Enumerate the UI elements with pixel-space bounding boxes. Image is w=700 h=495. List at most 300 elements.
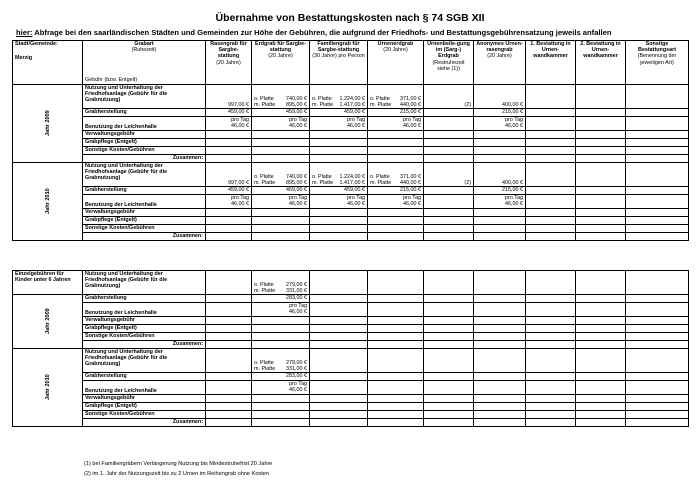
kids-year-2009-label: Jahr 2009 <box>44 308 51 335</box>
fam-o-label: o. Platte <box>312 173 332 180</box>
kids-row-zusammen <box>13 341 689 349</box>
beil-note: (2) <box>464 101 471 108</box>
kids-erd-nutzung <box>252 271 310 295</box>
urne-m-value: 440,00 € <box>400 179 421 186</box>
row-label-zusammen: Zusammen: <box>83 155 206 163</box>
kids-year-2010-label: Jahr 2010 <box>44 374 51 401</box>
empty-cell <box>474 139 526 147</box>
row-grabherstellung <box>13 109 689 117</box>
empty-cell <box>368 147 424 155</box>
kids-erd-o-label: o. Platte <box>254 281 274 288</box>
empty-cell <box>474 233 526 241</box>
urne-herst <box>368 187 424 195</box>
subtitle-text: Abfrage bei den saarländischen Städten und Gemeinden zur Höhe der Gebühren, die aufgrund der Friedhofs- und Bestattungsgebührensatzung jeweils anfallen <box>32 28 612 37</box>
empty-cell <box>626 403 689 411</box>
empty-cell <box>206 349 252 373</box>
empty-cell <box>626 373 689 381</box>
empty-cell <box>576 317 626 325</box>
empty-cell <box>368 419 424 427</box>
kids-row-grabherstellung <box>13 373 689 381</box>
empty-cell <box>626 325 689 333</box>
empty-cell <box>310 403 368 411</box>
fam-halle <box>310 195 368 209</box>
kids-row-leichenhalle <box>13 303 689 317</box>
empty-cell <box>310 411 368 419</box>
empty-cell <box>526 395 576 403</box>
empty-cell <box>206 131 252 139</box>
fam-nutzung <box>310 85 368 109</box>
city-label: Stadt/Gemeinde: <box>15 41 58 47</box>
empty-cell <box>626 195 689 209</box>
anon-halle-amount: 46,00 € <box>505 201 523 208</box>
kids-herst-value: 283,00 € <box>286 373 307 379</box>
empty-cell <box>310 131 368 139</box>
row-label-sonstige: Sonstige Kosten/Gebühren <box>83 147 206 155</box>
empty-cell <box>474 341 526 349</box>
empty-cell <box>526 225 576 233</box>
empty-cell <box>424 373 474 381</box>
empty-cell <box>576 271 626 295</box>
urne-nutzung <box>368 163 424 187</box>
anon-herst-value: 215,00 € <box>502 109 523 115</box>
rasen-nutzung-value: 997,00 € <box>228 101 249 108</box>
empty-cell <box>252 403 310 411</box>
urne-o-value: 371,00 € <box>400 95 421 102</box>
empty-cell <box>424 349 474 373</box>
kids-erd-m-value: 331,00 € <box>286 287 307 294</box>
empty-cell <box>576 373 626 381</box>
subtitle-prefix: hier: <box>16 28 33 37</box>
empty-cell <box>206 403 252 411</box>
erd-halle <box>252 195 310 209</box>
empty-cell <box>526 295 576 303</box>
urne-o-value: 371,00 € <box>400 173 421 180</box>
row-label-sonstige: Sonstige Kosten/Gebühren <box>83 411 206 419</box>
empty-cell <box>474 373 526 381</box>
empty-cell <box>626 187 689 195</box>
urne-halle-per-day: pro Tag <box>403 117 421 123</box>
kids-herst-value: 283,00 € <box>286 295 307 301</box>
empty-cell <box>206 419 252 427</box>
empty-cell <box>576 85 626 109</box>
kids-row-sonstige <box>13 333 689 341</box>
rasen-nutzung <box>206 163 252 187</box>
rasen-halle-amount: 46,00 € <box>231 123 249 130</box>
empty-cell <box>424 333 474 341</box>
empty-cell <box>626 303 689 317</box>
beil-nutzung <box>424 163 474 187</box>
empty-cell <box>206 373 252 381</box>
empty-cell <box>206 381 252 395</box>
empty-cell <box>424 217 474 225</box>
kids-halle <box>252 381 310 395</box>
empty-cell <box>206 225 252 233</box>
empty-cell <box>526 403 576 411</box>
rasen-nutzung-value: 997,00 € <box>228 179 249 186</box>
erd-halle-amount: 46,00 € <box>289 201 307 208</box>
empty-cell <box>368 373 424 381</box>
erd-halle-per-day: pro Tag <box>289 117 307 123</box>
empty-cell <box>206 139 252 147</box>
row-label-verwaltung: Verwaltungsgebühr <box>83 209 206 217</box>
row-sonstige <box>13 225 689 233</box>
empty-cell <box>526 303 576 317</box>
urne-halle <box>368 195 424 209</box>
empty-cell <box>252 155 310 163</box>
empty-cell <box>526 195 576 209</box>
row-label-grabpflege: Grabpflege (Entgelt) <box>83 403 206 411</box>
empty-cell <box>252 419 310 427</box>
anon-halle-per-day: pro Tag <box>505 117 523 123</box>
col-header-6: Anonymes Urnen-rasengrab (20 Jahre) <box>474 41 526 85</box>
empty-cell <box>526 217 576 225</box>
kids-year-2010-label-cell <box>13 349 83 427</box>
kids-erd-nutzung <box>252 349 310 373</box>
empty-cell <box>576 131 626 139</box>
empty-cell <box>626 147 689 155</box>
kids-herst <box>252 373 310 381</box>
row-label-zusammen: Zusammen: <box>83 233 206 241</box>
empty-cell <box>626 139 689 147</box>
col-header-7: 1. Bestattung in Urnen-wandkammer <box>526 41 576 85</box>
empty-cell <box>526 349 576 373</box>
empty-cell <box>576 403 626 411</box>
empty-cell <box>206 295 252 303</box>
empty-cell <box>424 109 474 117</box>
empty-cell <box>526 85 576 109</box>
empty-cell <box>368 303 424 317</box>
row-label-leichenhalle: Benutzung der Leichenhalle <box>83 195 206 209</box>
empty-cell <box>424 155 474 163</box>
anon-nutzung <box>474 85 526 109</box>
empty-cell <box>474 349 526 373</box>
empty-cell <box>626 411 689 419</box>
erd-halle-amount: 46,00 € <box>289 123 307 130</box>
row-label-grabpflege: Grabpflege (Entgelt) <box>83 139 206 147</box>
kids-row-verwaltung <box>13 395 689 403</box>
fam-m-value: 1.417,00 € <box>339 179 365 186</box>
footnote-1: (1) bei Familiengräbern Verlängerung Nutzung bis Mindestruhefrist 20 Jahre <box>84 461 273 467</box>
grabart-header <box>83 41 206 85</box>
kids-row-leichenhalle <box>13 381 689 395</box>
empty-cell <box>576 395 626 403</box>
erd-m-label: m. Platte <box>254 179 276 186</box>
empty-cell <box>576 233 626 241</box>
row-label-sonstige: Sonstige Kosten/Gebühren <box>83 225 206 233</box>
col-header-9: Sonstige Bestattungsart (Benennung der jeweiligen Art) <box>626 41 689 85</box>
empty-cell <box>576 341 626 349</box>
empty-cell <box>424 303 474 317</box>
row-label-verwaltung: Verwaltungsgebühr <box>83 131 206 139</box>
empty-cell <box>206 317 252 325</box>
kids-row-zusammen <box>13 419 689 427</box>
empty-cell <box>424 187 474 195</box>
empty-cell <box>310 209 368 217</box>
urne-herst <box>368 109 424 117</box>
empty-cell <box>368 155 424 163</box>
empty-cell <box>206 325 252 333</box>
empty-cell <box>424 295 474 303</box>
empty-cell <box>310 147 368 155</box>
row-grabherstellung <box>13 187 689 195</box>
row-verwaltung <box>13 209 689 217</box>
rasen-halle-amount: 46,00 € <box>231 201 249 208</box>
row-label-nutzung: Nutzung und Unterhaltung der Friedhofsanlage (Gebühr für die Grabnutzung) <box>83 163 206 187</box>
empty-cell <box>576 217 626 225</box>
row-grabpflege <box>13 217 689 225</box>
empty-cell <box>474 209 526 217</box>
row-label-grabherstellung: Grabherstellung <box>83 295 206 303</box>
fam-halle <box>310 117 368 131</box>
empty-cell <box>310 349 368 373</box>
empty-cell <box>310 333 368 341</box>
kids-erd-m-value: 331,00 € <box>286 365 307 372</box>
empty-cell <box>474 411 526 419</box>
urne-m-value: 440,00 € <box>400 101 421 108</box>
fam-herst <box>310 109 368 117</box>
empty-cell <box>252 395 310 403</box>
row-label-verwaltung: Verwaltungsgebühr <box>83 317 206 325</box>
empty-cell <box>474 295 526 303</box>
year-2010-label-cell <box>13 163 83 241</box>
empty-cell <box>424 117 474 131</box>
empty-cell <box>310 139 368 147</box>
row-label-grabpflege: Grabpflege (Entgelt) <box>83 325 206 333</box>
erd-halle-per-day: pro Tag <box>289 195 307 201</box>
year-2010-label: Jahr 2010 <box>44 188 51 215</box>
empty-cell <box>206 155 252 163</box>
row-label-grabherstellung: Grabherstellung <box>83 373 206 381</box>
empty-cell <box>310 233 368 241</box>
col-header-3: Familiengrab für Sargbe-stattung (30 Jahre) pro Person <box>310 41 368 85</box>
empty-cell <box>626 225 689 233</box>
empty-cell <box>474 395 526 403</box>
empty-cell <box>424 325 474 333</box>
empty-cell <box>206 411 252 419</box>
kids-erd-o-value: 279,00 € <box>286 281 307 288</box>
kids-erd-o-label: o. Platte <box>254 359 274 366</box>
empty-cell <box>576 155 626 163</box>
empty-cell <box>576 325 626 333</box>
anon-halle <box>474 195 526 209</box>
empty-cell <box>424 381 474 395</box>
empty-cell <box>526 155 576 163</box>
empty-cell <box>526 147 576 155</box>
empty-cell <box>576 109 626 117</box>
empty-cell <box>576 139 626 147</box>
erd-herst <box>252 187 310 195</box>
year-2009-label-cell <box>13 85 83 163</box>
empty-cell <box>368 341 424 349</box>
empty-cell <box>526 117 576 131</box>
empty-cell <box>626 341 689 349</box>
urne-m-label: m. Platte <box>370 179 392 186</box>
urne-halle-per-day: pro Tag <box>403 195 421 201</box>
col-header-1: Rasengrab für Sargbe-stattung (20 Jahre) <box>206 41 252 85</box>
kids-halle-per-day: pro Tag <box>289 303 307 309</box>
kids-row-nutzung <box>13 349 689 373</box>
fam-o-label: o. Platte <box>312 95 332 102</box>
empty-cell <box>368 333 424 341</box>
empty-cell <box>576 195 626 209</box>
empty-cell <box>252 333 310 341</box>
rasen-halle <box>206 117 252 131</box>
empty-cell <box>576 117 626 131</box>
erd-o-label: o. Platte <box>254 95 274 102</box>
empty-cell <box>576 187 626 195</box>
fam-herst-value: 459,00 € <box>344 109 365 115</box>
rasen-nutzung <box>206 85 252 109</box>
empty-cell <box>206 395 252 403</box>
document-subtitle <box>16 28 612 37</box>
empty-cell <box>626 233 689 241</box>
empty-cell <box>526 411 576 419</box>
row-label-grabpflege: Grabpflege (Entgelt) <box>83 217 206 225</box>
kids-year-2009-label-cell <box>13 295 83 349</box>
city-header <box>13 41 83 85</box>
urne-halle-amount: 46,00 € <box>403 201 421 208</box>
row-nutzung <box>13 85 689 109</box>
empty-cell <box>626 155 689 163</box>
empty-cell <box>526 333 576 341</box>
footnote-2: (2) im 1. Jahr der Nutzungszeit bis zu 2 Urnen im Reihengrab ohne Kosten <box>84 471 269 477</box>
empty-cell <box>474 303 526 317</box>
kids-label-cell <box>13 271 83 295</box>
header-row <box>13 41 689 85</box>
empty-cell <box>252 225 310 233</box>
empty-cell <box>310 341 368 349</box>
row-leichenhalle <box>13 195 689 209</box>
kids-herst <box>252 295 310 303</box>
erd-halle <box>252 117 310 131</box>
empty-cell <box>252 325 310 333</box>
empty-cell <box>424 131 474 139</box>
empty-cell <box>368 349 424 373</box>
empty-cell <box>310 381 368 395</box>
row-label-leichenhalle: Benutzung der Leichenhalle <box>83 381 206 395</box>
row-label-leichenhalle: Benutzung der Leichenhalle <box>83 303 206 317</box>
anon-halle-per-day: pro Tag <box>505 195 523 201</box>
empty-cell <box>474 147 526 155</box>
empty-cell <box>474 225 526 233</box>
erd-herst-value: 459,00 € <box>286 109 307 115</box>
rasen-herst <box>206 109 252 117</box>
erd-m-label: m. Platte <box>254 101 276 108</box>
empty-cell <box>310 155 368 163</box>
row-label-zusammen: Zusammen: <box>83 341 206 349</box>
empty-cell <box>252 341 310 349</box>
empty-cell <box>252 233 310 241</box>
empty-cell <box>310 325 368 333</box>
empty-cell <box>424 341 474 349</box>
empty-cell <box>576 303 626 317</box>
empty-cell <box>474 333 526 341</box>
kids-halle-amount: 46,00 € <box>289 309 307 316</box>
anon-halle-amount: 46,00 € <box>505 123 523 130</box>
erd-m-value: 895,00 € <box>286 179 307 186</box>
empty-cell <box>474 381 526 395</box>
anon-nutzung-value: 400,00 € <box>502 179 523 186</box>
row-label-nutzung: Nutzung und Unterhaltung der Friedhofsanlage (Gebühr für die Grabnutzung) <box>83 271 206 295</box>
erd-herst <box>252 109 310 117</box>
empty-cell <box>368 217 424 225</box>
empty-cell <box>474 155 526 163</box>
kids-halle-amount: 46,00 € <box>289 387 307 394</box>
empty-cell <box>206 271 252 295</box>
kids-row-grabpflege <box>13 325 689 333</box>
empty-cell <box>368 209 424 217</box>
empty-cell <box>368 411 424 419</box>
rasen-herst <box>206 187 252 195</box>
kids-halle <box>252 303 310 317</box>
empty-cell <box>526 373 576 381</box>
row-zusammen <box>13 155 689 163</box>
col-header-8: 2. Bestattung in Urnen-wandkammer <box>576 41 626 85</box>
empty-cell <box>526 131 576 139</box>
empty-cell <box>526 419 576 427</box>
anon-herst-value: 215,00 € <box>502 187 523 193</box>
empty-cell <box>626 349 689 373</box>
empty-cell <box>310 395 368 403</box>
fam-herst <box>310 187 368 195</box>
empty-cell <box>424 411 474 419</box>
empty-cell <box>310 225 368 233</box>
urne-o-label: o. Platte <box>370 95 390 102</box>
empty-cell <box>576 419 626 427</box>
rasen-halle-per-day: pro Tag <box>231 117 249 123</box>
urne-o-label: o. Platte <box>370 173 390 180</box>
empty-cell <box>252 411 310 419</box>
empty-cell <box>474 325 526 333</box>
empty-cell <box>252 209 310 217</box>
fam-halle-per-day: pro Tag <box>347 195 365 201</box>
fam-herst-value: 459,00 € <box>344 187 365 193</box>
row-nutzung <box>13 163 689 187</box>
anon-nutzung <box>474 163 526 187</box>
empty-cell <box>576 333 626 341</box>
empty-cell <box>368 381 424 395</box>
empty-cell <box>424 139 474 147</box>
fam-halle-per-day: pro Tag <box>347 117 365 123</box>
row-label-nutzung: Nutzung und Unterhaltung der Friedhofsanlage (Gebühr für die Grabnutzung) <box>83 85 206 109</box>
erd-o-value: 740,00 € <box>286 95 307 102</box>
fees-table-children <box>12 270 689 427</box>
kids-row-grabherstellung <box>13 295 689 303</box>
empty-cell <box>310 217 368 225</box>
empty-cell <box>626 381 689 395</box>
beil-note: (2) <box>464 179 471 186</box>
empty-cell <box>626 209 689 217</box>
empty-cell <box>474 419 526 427</box>
erd-o-value: 740,00 € <box>286 173 307 180</box>
empty-cell <box>310 317 368 325</box>
empty-cell <box>576 349 626 373</box>
empty-cell <box>626 117 689 131</box>
empty-cell <box>252 131 310 139</box>
empty-cell <box>368 225 424 233</box>
empty-cell <box>310 271 368 295</box>
erd-herst-value: 459,00 € <box>286 187 307 193</box>
rasen-halle-per-day: pro Tag <box>231 195 249 201</box>
row-label-verwaltung: Verwaltungsgebühr <box>83 395 206 403</box>
fam-o-value: 1.224,00 € <box>339 95 365 102</box>
row-label-grabherstellung: Grabherstellung <box>83 187 206 195</box>
empty-cell <box>626 317 689 325</box>
empty-cell <box>474 271 526 295</box>
empty-cell <box>626 85 689 109</box>
fam-m-value: 1.417,00 € <box>339 101 365 108</box>
erd-m-value: 895,00 € <box>286 101 307 108</box>
